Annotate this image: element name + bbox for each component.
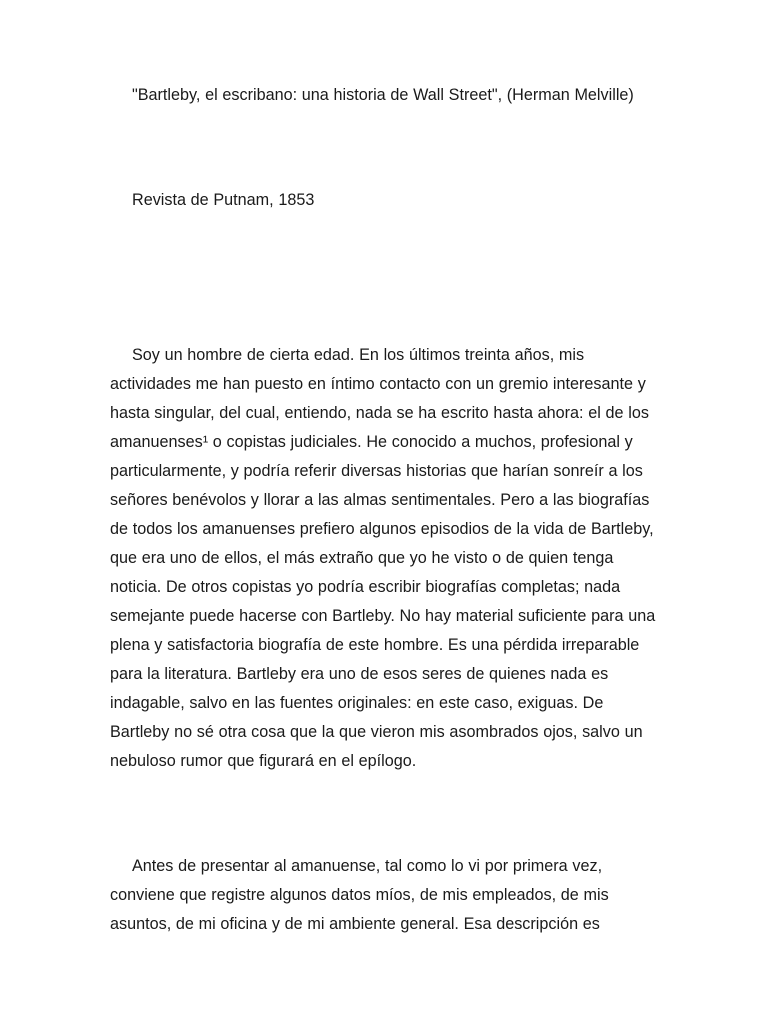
document-title: "Bartleby, el escribano: una historia de Wall Street", (Herman Melville) [132,86,634,104]
document-source: Revista de Putnam, 1853 [132,191,315,209]
body-paragraph: Soy un hombre de cierta edad. En los últimos treinta años, mis actividades me han puesto en íntimo contacto con un gremio interesante y hasta singular, del cual, entiendo, nada se ha escrito hasta ahora: el de los amanuenses¹ o copistas judiciales. He conocido a muchos, profesional y particularmente, y podría referir diversas historias que harían sonreír a los señores benévolos y llorar a las almas sentimentales. Pero a las biografías de todos los amanuenses prefiero algunos episodios de la vida de Bartleby, que era uno de ellos, el más extraño que yo he visto o de quien tenga noticia. De otros copistas yo podría escribir biografías completas; nada semejante puede hacerse con Bartleby. No hay material suficiente para una plena y satisfactoria biografía de este hombre. Es una pérdida irreparable para la literatura. Bartleby era uno de esos seres de quienes nada es indagable, salvo en las fuentes originales: en este caso, exiguas. De Bartleby no sé otra cosa que la que vieron mis asombrados ojos, salvo un nebuloso rumor que figurará en el epílogo. [110,346,656,770]
body-paragraph: Antes de presentar al amanuense, tal como lo vi por primera vez, conviene que registre algunos datos míos, de mis empleados, de mis asuntos, de mi oficina y de mi ambiente general. Esa descripción es [110,857,609,933]
